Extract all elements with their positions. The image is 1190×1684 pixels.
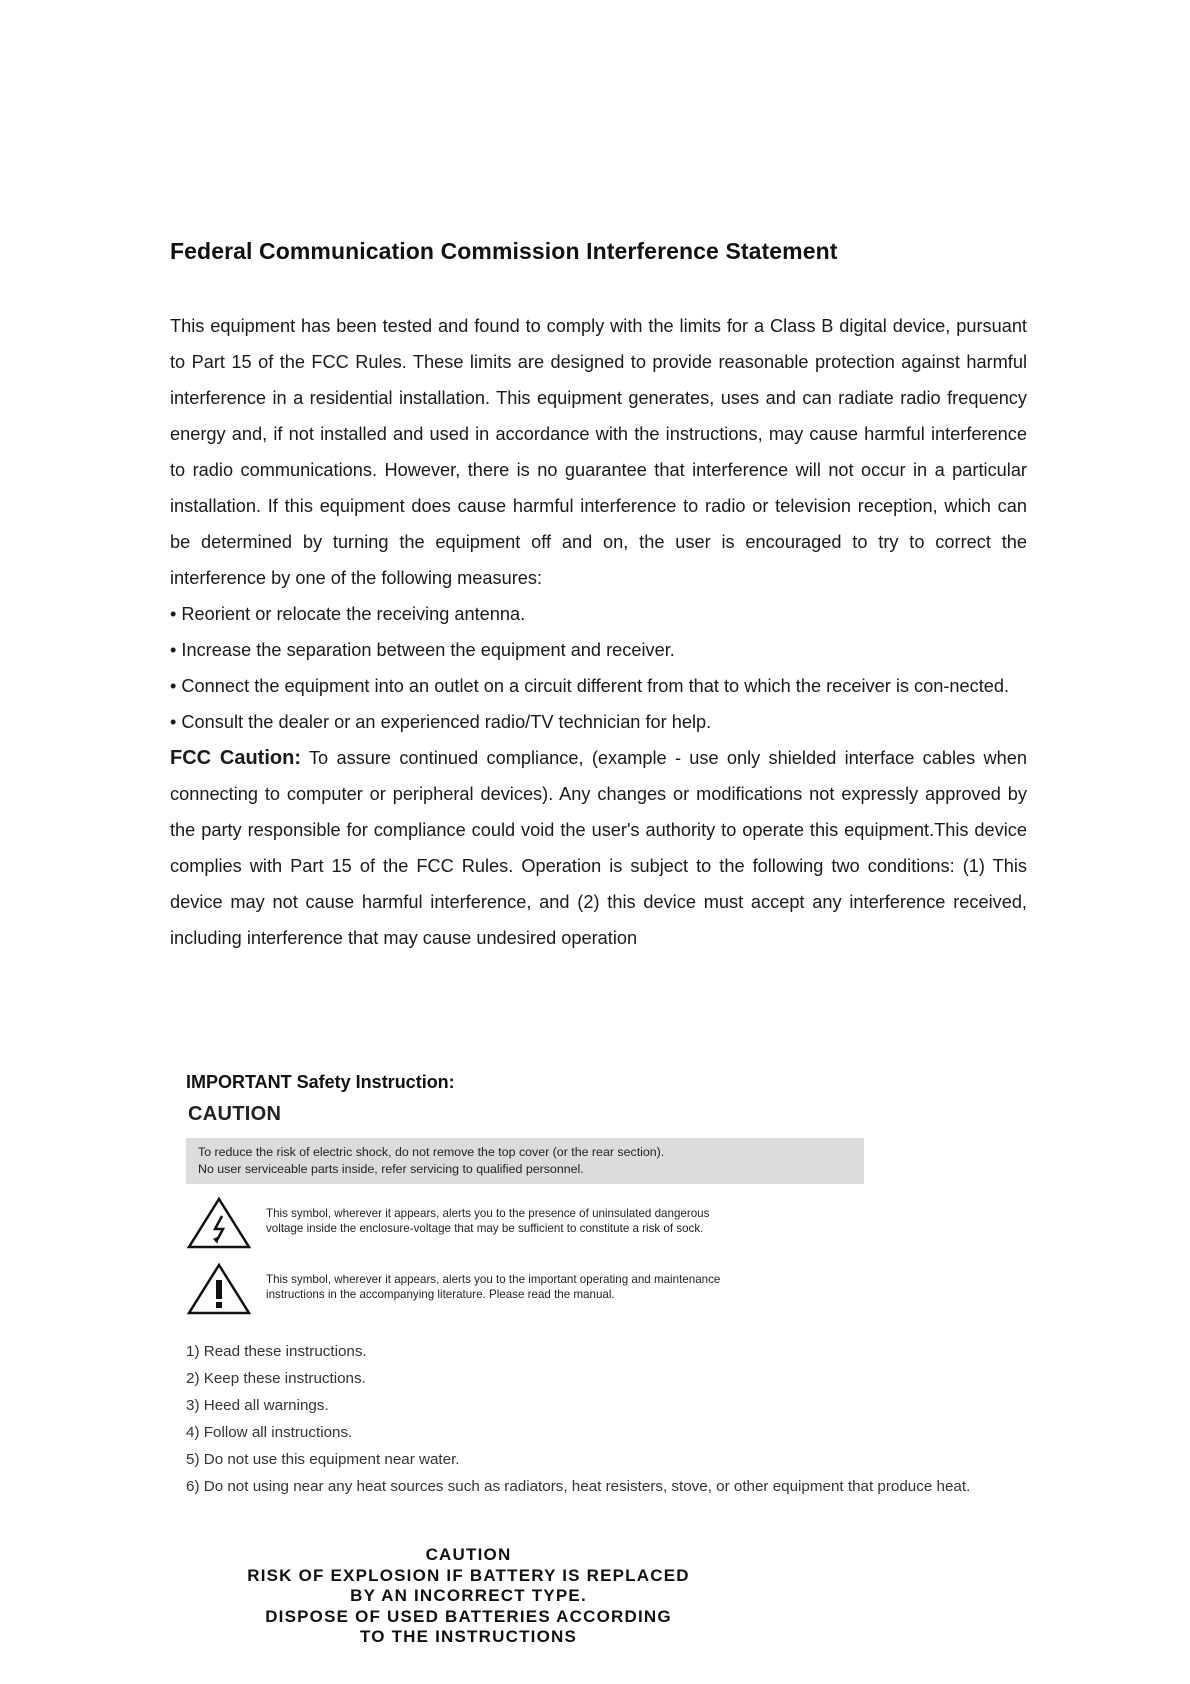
symbol-description	[266, 1206, 856, 1236]
fcc-statement-body	[170, 308, 1027, 956]
list-item: 5) Do not use this equipment near water.	[186, 1451, 460, 1468]
battery-caution-line: CAUTION	[425, 1545, 512, 1564]
safety-heading: IMPORTANT Safety Instruction:	[186, 1072, 455, 1092]
measure-item: • Reorient or relocate the receiving antenna.	[170, 604, 526, 624]
symbol-description	[266, 1272, 856, 1302]
caution-label: CAUTION	[188, 1103, 282, 1125]
list-item: 6) Do not using near any heat sources such as radiators, heat resisters, stove, or other equipment that produce heat.	[186, 1478, 971, 1495]
list-item: 4) Follow all instructions.	[186, 1424, 353, 1441]
list-item: 2) Keep these instructions.	[186, 1370, 366, 1387]
safety-instructions-list	[186, 1338, 994, 1500]
fcc-caution-paragraph	[170, 740, 1027, 956]
battery-caution-line: RISK OF EXPLOSION IF BATTERY IS REPLACED	[247, 1565, 690, 1585]
measure-item: • Connect the equipment into an outlet on a circuit different from that to which the receiver is con-nected.	[170, 676, 1010, 696]
symbol-row-voltage	[186, 1196, 1046, 1250]
safety-section	[186, 1072, 1046, 1316]
battery-caution	[186, 1545, 751, 1648]
interference-paragraph: This equipment has been tested and found to comply with the limits for a Class B digital device, pursuant to Part 15 of the FCC Rules. These limits are designed to provide reasonable protection against harmful interference in a residential installation. This equipment generates, uses and can radiate radio frequency energy and, if not installed and used in accordance with the instructions, may cause harmful interference to radio communications. However, there is no guarantee that interference will not occur in a particular installation. If this equipment does cause harmful interference to radio or television reception, which can be determined by turning the equipment off and on, the user is encouraged to try to correct the interference by one of the following measures:	[170, 316, 1027, 588]
symbol-description-line: instructions in the accompanying literature. Please read the manual.	[266, 1288, 615, 1301]
battery-caution-line: BY AN INCORRECT TYPE.	[350, 1586, 587, 1605]
symbol-row-instructions	[186, 1262, 1046, 1316]
list-item: 1) Read these instructions.	[186, 1343, 367, 1360]
battery-caution-line: DISPOSE OF USED BATTERIES ACCORDING	[265, 1606, 672, 1626]
symbol-description-line: voltage inside the enclosure-voltage that may be sufficient to constitute a risk of sock.	[266, 1222, 704, 1235]
lightning-warning-icon	[186, 1196, 252, 1250]
battery-caution-line: TO THE INSTRUCTIONS	[359, 1627, 578, 1646]
caution-box-line: No user serviceable parts inside, refer servicing to qualified personnel.	[198, 1162, 584, 1176]
symbol-description-line: This symbol, wherever it appears, alerts you to the important operating and maintenance	[266, 1273, 721, 1286]
measure-item: • Increase the separation between the equipment and receiver.	[170, 640, 675, 660]
fcc-caution-text: To assure continued compliance, (example - use only shielded interface cables when connecting to computer or peripheral devices). Any changes or modifications not expressly approved by the party responsible for compliance could void the user's authority to operate this equipment.This device complies with Part 15 of the FCC Rules. Operation is subject to the following two conditions: (1) This device may not cause harmful interference, and (2) this device must accept any interference received, including interference that may cause undesired operation	[170, 748, 1027, 948]
caution-box-line: To reduce the risk of electric shock, do not remove the top cover (or the rear section).	[198, 1145, 665, 1159]
exclamation-warning-icon	[186, 1262, 252, 1316]
measure-item: • Consult the dealer or an experienced radio/TV technician for help.	[170, 712, 712, 732]
symbol-description-line: This symbol, wherever it appears, alerts you to the presence of uninsulated dangerous	[266, 1207, 710, 1220]
list-item: 3) Heed all warnings.	[186, 1397, 329, 1414]
fcc-caution-label: FCC Caution:	[170, 747, 301, 769]
caution-box	[186, 1138, 864, 1184]
page-title: Federal Communication Commission Interference Statement	[170, 238, 838, 264]
